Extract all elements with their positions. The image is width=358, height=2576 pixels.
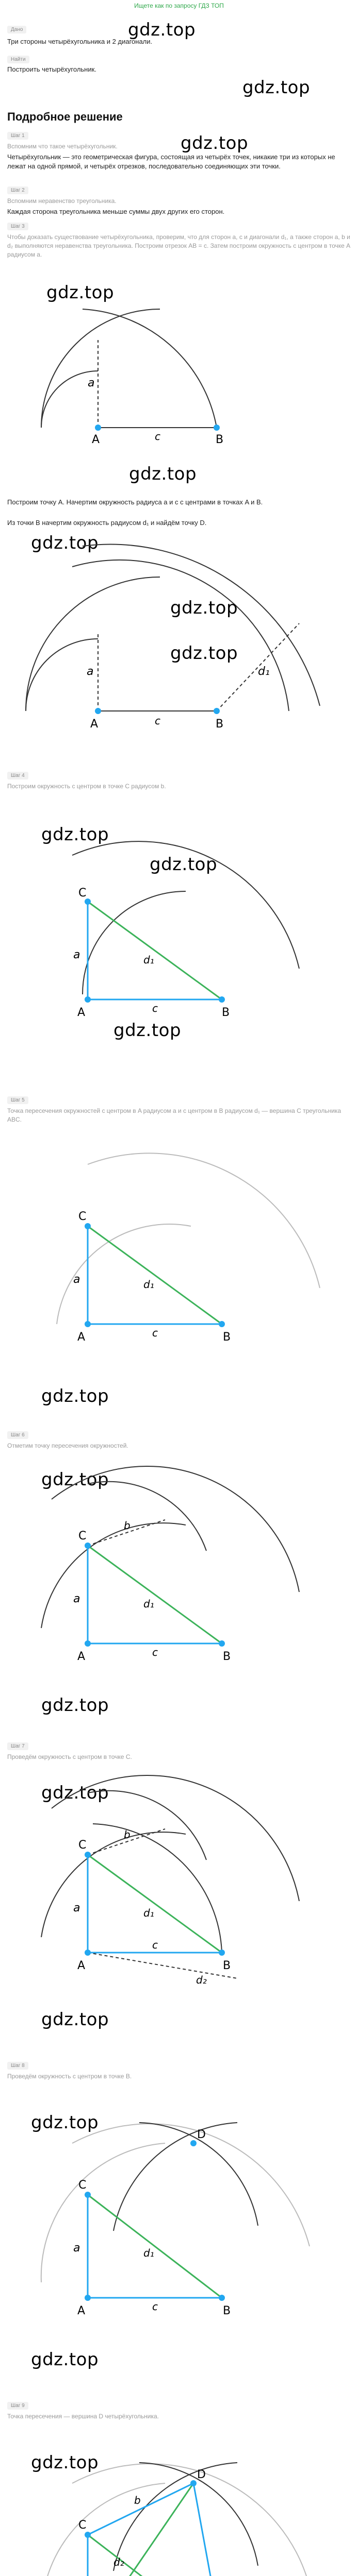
point-c	[85, 2532, 91, 2538]
label-b: b	[134, 2494, 141, 2506]
figure-2	[10, 536, 330, 731]
label-c: c	[152, 1002, 158, 1014]
figure-5	[10, 1473, 330, 1690]
label-D: D	[197, 2128, 206, 2141]
segment-db	[193, 2483, 222, 2576]
figure-8	[10, 2452, 330, 2576]
find-text: Построить четырёхугольник.	[7, 65, 96, 73]
label-C: C	[78, 1210, 87, 1223]
watermark: gdz.top	[128, 20, 196, 40]
label-C: C	[78, 1530, 87, 1543]
label-a: a	[88, 377, 95, 389]
watermark: gdz.top	[150, 854, 218, 875]
point-b	[219, 996, 225, 1003]
watermark: gdz.top	[113, 1020, 182, 1041]
label-b: b	[124, 1519, 131, 1532]
label-d1: d₁	[258, 665, 270, 678]
label-a: a	[73, 1592, 80, 1605]
point-b	[214, 425, 220, 431]
find-label: Найти	[7, 56, 29, 63]
point-a	[85, 2295, 91, 2301]
label-c: c	[155, 715, 160, 727]
label-c: c	[155, 430, 160, 443]
label-c: c	[152, 1646, 158, 1658]
step-label-wrap	[7, 222, 28, 230]
label-d1: d₁	[143, 954, 154, 966]
point-b	[214, 708, 220, 714]
arc	[41, 2143, 165, 2282]
solution-title: Подробное решение	[7, 110, 123, 123]
step-label-wrap	[7, 185, 28, 194]
step-label: Шаг 4	[7, 772, 28, 779]
label-B: B	[216, 718, 224, 731]
watermark: gdz.top	[41, 1695, 109, 1716]
label-A: A	[77, 2304, 86, 2317]
label-C: C	[78, 2179, 87, 2192]
step-label-wrap	[7, 1430, 28, 1439]
step-muted: Проведём окружность с центром в точке B.	[7, 2073, 132, 2080]
point-b	[219, 2295, 225, 2301]
watermark: gdz.top	[181, 133, 249, 154]
step-label-wrap	[7, 2061, 28, 2070]
step-muted: Точка пересечения — вершина D четырёхугольника.	[7, 2413, 159, 2420]
label-C: C	[78, 1839, 87, 1852]
point-a	[95, 425, 101, 431]
figure-1	[10, 268, 279, 556]
watermark: gdz.top	[31, 2452, 99, 2473]
arc	[41, 1523, 186, 1628]
diagonal-cb	[88, 2195, 222, 2298]
figure-7	[10, 2112, 330, 2339]
step-label: Шаг 9	[7, 2402, 28, 2410]
segment-cd	[88, 2483, 193, 2535]
label-d1: d₁	[143, 2247, 154, 2259]
step-text: Построим точку A. Начертим окружность радиуса a и c с центрами в точках A и B.	[7, 498, 263, 506]
label-B: B	[223, 1959, 231, 1972]
label-D: D	[197, 2468, 206, 2481]
arc	[83, 545, 320, 706]
label-C: C	[78, 2519, 87, 2532]
arc	[26, 577, 160, 711]
watermark: gdz.top	[31, 2349, 99, 2370]
arc	[83, 309, 217, 428]
label-B: B	[223, 1650, 231, 1663]
figure-4	[10, 1154, 330, 1360]
label-B: B	[216, 433, 224, 446]
watermark: gdz.top	[41, 1783, 109, 1803]
watermark: gdz.top	[41, 1469, 109, 1490]
label-A: A	[77, 1959, 86, 1972]
arc	[52, 1466, 299, 1592]
label-a: a	[73, 2242, 80, 2255]
top-banner[interactable]: Ищете как по запросу ГДЗ ТОП	[134, 2, 224, 9]
given-label-wrap	[7, 25, 26, 33]
watermark: gdz.top	[242, 77, 311, 98]
step-muted: Отметим точку пересечения окружностей.	[7, 1442, 128, 1449]
point-a	[85, 1321, 91, 1327]
step-label: Шаг 7	[7, 1742, 28, 1750]
label-B: B	[223, 1331, 231, 1344]
point-b	[219, 1321, 225, 1327]
step-text: Из точки B начертим окружность радиусом d₁ и найдём точку D.	[7, 519, 207, 527]
label-A: A	[90, 718, 99, 731]
step-label: Шаг 8	[7, 2062, 28, 2070]
watermark: gdz.top	[170, 598, 238, 618]
point-a	[85, 1950, 91, 1956]
step-label-wrap	[7, 131, 28, 140]
point-b	[219, 1640, 225, 1647]
watermark: gdz.top	[41, 1386, 109, 1406]
arc	[52, 1775, 299, 1901]
point-c	[85, 2192, 91, 2198]
point-a	[95, 708, 101, 714]
point-a	[85, 1640, 91, 1647]
step-label: Шаг 2	[7, 187, 28, 194]
arc	[72, 560, 289, 711]
step-muted: Чтобы доказать существование четырёхугольника, проверим, что для сторон a, c и диагонали d₁, а также сторон a, b и d₂ выполняются неравенства треугольника. Построим отрезок AB = c. Затем построим окружность с центром в точке A радиусом a.	[7, 233, 350, 258]
step-label: Шаг 5	[7, 1096, 28, 1104]
label-d1: d₁	[143, 1278, 154, 1291]
label-a: a	[73, 1273, 80, 1286]
watermark: gdz.top	[31, 2112, 99, 2133]
label-b: b	[124, 1828, 131, 1841]
watermark: gdz.top	[129, 464, 197, 484]
step-muted: Проведём окружность с центром в точке C.	[7, 1753, 132, 1760]
step-label: Шаг 6	[7, 1431, 28, 1439]
label-A: A	[77, 1650, 86, 1663]
step-label-wrap	[7, 1741, 28, 1750]
watermark: gdz.top	[41, 824, 109, 845]
label-d2: d₂	[196, 1974, 207, 1986]
label-B: B	[222, 1006, 230, 1019]
step-label: Шаг 1	[7, 132, 28, 140]
step-text: Каждая сторона треугольника меньше суммы двух других его сторон.	[7, 208, 225, 215]
watermark: gdz.top	[31, 533, 99, 553]
label-a: a	[87, 665, 94, 678]
step-text: Четырёхугольник — это геометрическая фигура, состоящая из четырёх точек, никакие три из которых не лежат на одной прямой, и четырёх отрезков, последовательно соединяющих эти точки.	[7, 153, 335, 170]
given-label: Дано	[7, 26, 26, 33]
step-muted: Вспомним неравенство треугольника.	[7, 197, 117, 205]
point-d	[190, 2480, 197, 2486]
arc	[88, 1153, 320, 1288]
point-b	[219, 1950, 225, 1956]
label-d1: d₁	[143, 1907, 154, 1919]
diagonal-cb	[88, 1226, 222, 1324]
arc	[41, 2483, 165, 2576]
arc	[83, 891, 186, 994]
given-text: Три стороны четырёхугольника и 2 диагонали.	[7, 38, 153, 45]
step-label: Шаг 3	[7, 223, 28, 230]
diagonal-cb	[88, 902, 222, 999]
step-label-wrap	[7, 771, 28, 779]
watermark: gdz.top	[41, 2009, 109, 2030]
label-c: c	[152, 1327, 158, 1339]
label-c: c	[152, 1939, 158, 1951]
watermark: gdz.top	[170, 643, 238, 664]
dashed-segment	[88, 1953, 237, 1978]
point-c	[85, 1223, 91, 1229]
arc	[41, 309, 160, 428]
label-a: a	[73, 1902, 80, 1914]
label-A: A	[77, 1331, 86, 1344]
step-muted: Построим окружность с центром в точке C радиусом b.	[7, 783, 166, 790]
find-label-wrap	[7, 55, 29, 63]
label-a: a	[73, 948, 80, 961]
watermark: gdz.top	[46, 282, 115, 303]
point-c	[85, 1852, 91, 1858]
diagonal-cb	[88, 1546, 222, 1643]
diagonal-cb	[88, 1855, 222, 1953]
label-d1: d₁	[143, 1598, 154, 1610]
point-c	[85, 1543, 91, 1549]
label-B: B	[223, 2304, 231, 2317]
label-c: c	[152, 2300, 158, 2313]
step-label-wrap	[7, 2401, 28, 2410]
step-label-wrap	[7, 1095, 28, 1104]
point-a	[85, 996, 91, 1003]
step-muted: Точка пересечения окружностей с центром в A радиусом a и с центром в B радиусом d₁ — вершина C треугольника ABC.	[7, 1107, 341, 1123]
point-d	[190, 2140, 197, 2146]
label-C: C	[78, 887, 87, 900]
arc	[72, 2464, 310, 2576]
label-A: A	[92, 433, 100, 446]
step-muted: Вспомним что такое четырёхугольник.	[7, 143, 118, 150]
figure-6	[10, 1783, 330, 2004]
label-A: A	[77, 1006, 86, 1019]
arc	[88, 1482, 206, 1551]
label-d2: d₂	[113, 2556, 124, 2568]
